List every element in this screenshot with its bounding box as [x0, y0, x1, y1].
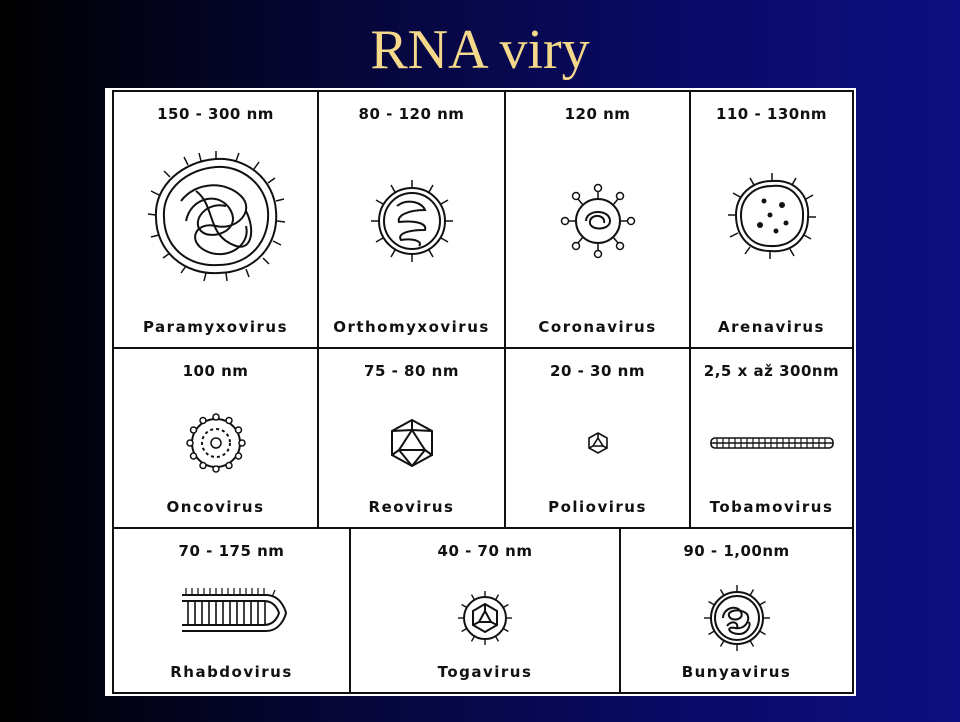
virus-size: 40 - 70 nm: [437, 542, 533, 560]
virus-name: Oncovirus: [166, 498, 265, 516]
virus-name: Orthomyxovirus: [333, 318, 490, 336]
virus-cell-poliovirus: [505, 348, 690, 528]
virus-cell-bunyavirus: [620, 528, 853, 693]
poliovirus-icon: [505, 403, 690, 483]
virus-cell-tobamovirus: [690, 348, 853, 528]
virus-cell-orthomyxovirus: [318, 91, 505, 348]
togavirus-icon: [350, 578, 620, 658]
virus-diagram: [105, 88, 856, 696]
virus-cell-oncovirus: [113, 348, 318, 528]
virus-size: 75 - 80 nm: [364, 362, 459, 380]
paramyxovirus-icon: [113, 141, 318, 291]
virus-cell-togavirus: [350, 528, 620, 693]
virus-name: Coronavirus: [538, 318, 657, 336]
virus-cell-reovirus: [318, 348, 505, 528]
virus-cell-arenavirus: [690, 91, 853, 348]
virus-cell-rhabdovirus: [113, 528, 350, 693]
arenavirus-icon: [690, 156, 853, 276]
virus-size: 80 - 120 nm: [358, 105, 465, 123]
virus-size: 100 nm: [182, 362, 249, 380]
orthomyxovirus-icon: [318, 161, 505, 281]
coronavirus-icon: [505, 161, 690, 281]
virus-cell-paramyxovirus: [113, 91, 318, 348]
virus-size: 120 nm: [564, 105, 631, 123]
virus-size: 150 - 300 nm: [157, 105, 274, 123]
virus-name: Rhabdovirus: [170, 663, 293, 681]
virus-cell-coronavirus: [505, 91, 690, 348]
virus-name: Tobamovirus: [709, 498, 834, 516]
virus-name: Togavirus: [437, 663, 533, 681]
slide-title: RNA viry: [370, 19, 590, 81]
oncovirus-icon: [113, 398, 318, 488]
bunyavirus-icon: [620, 578, 853, 658]
reovirus-icon: [318, 403, 505, 483]
virus-name: Reovirus: [368, 498, 455, 516]
virus-size: 20 - 30 nm: [550, 362, 645, 380]
virus-name: Bunyavirus: [681, 663, 792, 681]
rhabdovirus-icon: [113, 573, 350, 653]
virus-size: 90 - 1,00nm: [683, 542, 790, 560]
virus-size: 70 - 175 nm: [178, 542, 285, 560]
tobamovirus-icon: [690, 403, 853, 483]
virus-name: Arenavirus: [718, 318, 825, 336]
virus-size: 110 - 130nm: [715, 105, 828, 123]
virus-size: 2,5 x až 300nm: [703, 362, 840, 380]
virus-name: Paramyxovirus: [142, 318, 289, 336]
virus-name: Poliovirus: [548, 498, 647, 516]
